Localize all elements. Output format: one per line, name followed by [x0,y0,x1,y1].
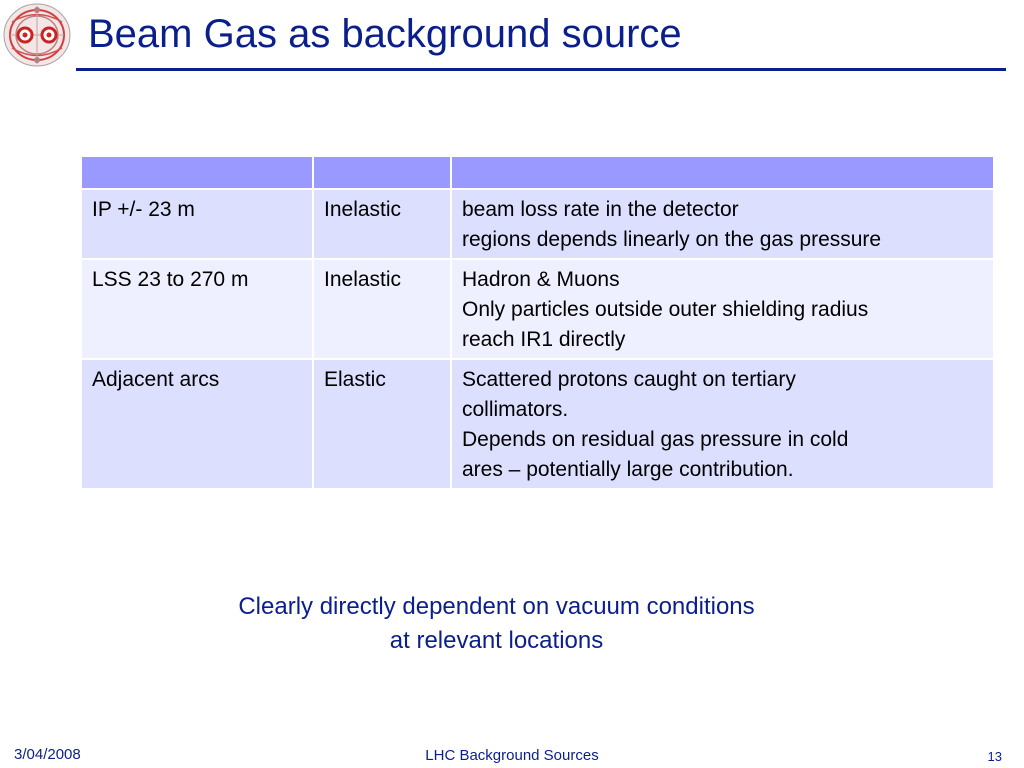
interaction-type-cell: Elastic [313,359,451,489]
description-line: reach IR1 directly [462,328,626,351]
description-cell [451,259,994,359]
description-line: Scattered protons caught on tertiary [462,368,796,391]
location-cell: LSS 23 to 270 m [81,259,313,359]
location-cell: Adjacent arcs [81,359,313,489]
description-line: ares – potentially large contribution. [462,458,794,481]
description-line: Hadron & Muons [462,268,620,291]
interaction-type-cell: Inelastic [313,259,451,359]
table-header-cell [81,156,313,189]
footer-title: LHC Background Sources [425,747,599,764]
table-row [81,359,994,489]
description-cell [451,359,994,489]
description-cell [451,189,994,259]
title-divider [76,68,1006,71]
slide-title: Beam Gas as background source [88,12,682,56]
footer-date: 3/04/2008 [14,746,81,763]
table-row [81,189,994,259]
lhc-logo-icon [2,2,72,68]
table-row [81,259,994,359]
location-cell: IP +/- 23 m [81,189,313,259]
description-line: Only particles outside outer shielding radius [462,298,869,321]
description-line: beam loss rate in the detector [462,198,739,221]
description-line: regions depends linearly on the gas pressure [462,228,882,251]
table-header-cell [313,156,451,189]
interaction-type-cell: Inelastic [313,189,451,259]
description-line: Depends on residual gas pressure in cold [462,428,849,451]
conclusion-line: Clearly directly dependent on vacuum conditions [238,593,755,620]
background-sources-table [80,155,995,490]
page-number: 13 [987,749,1002,764]
conclusion-text [0,590,993,658]
description-line: collimators. [462,398,569,421]
conclusion-line: at relevant locations [389,627,604,654]
table-header-cell [451,156,994,189]
table-header-row [81,156,994,189]
